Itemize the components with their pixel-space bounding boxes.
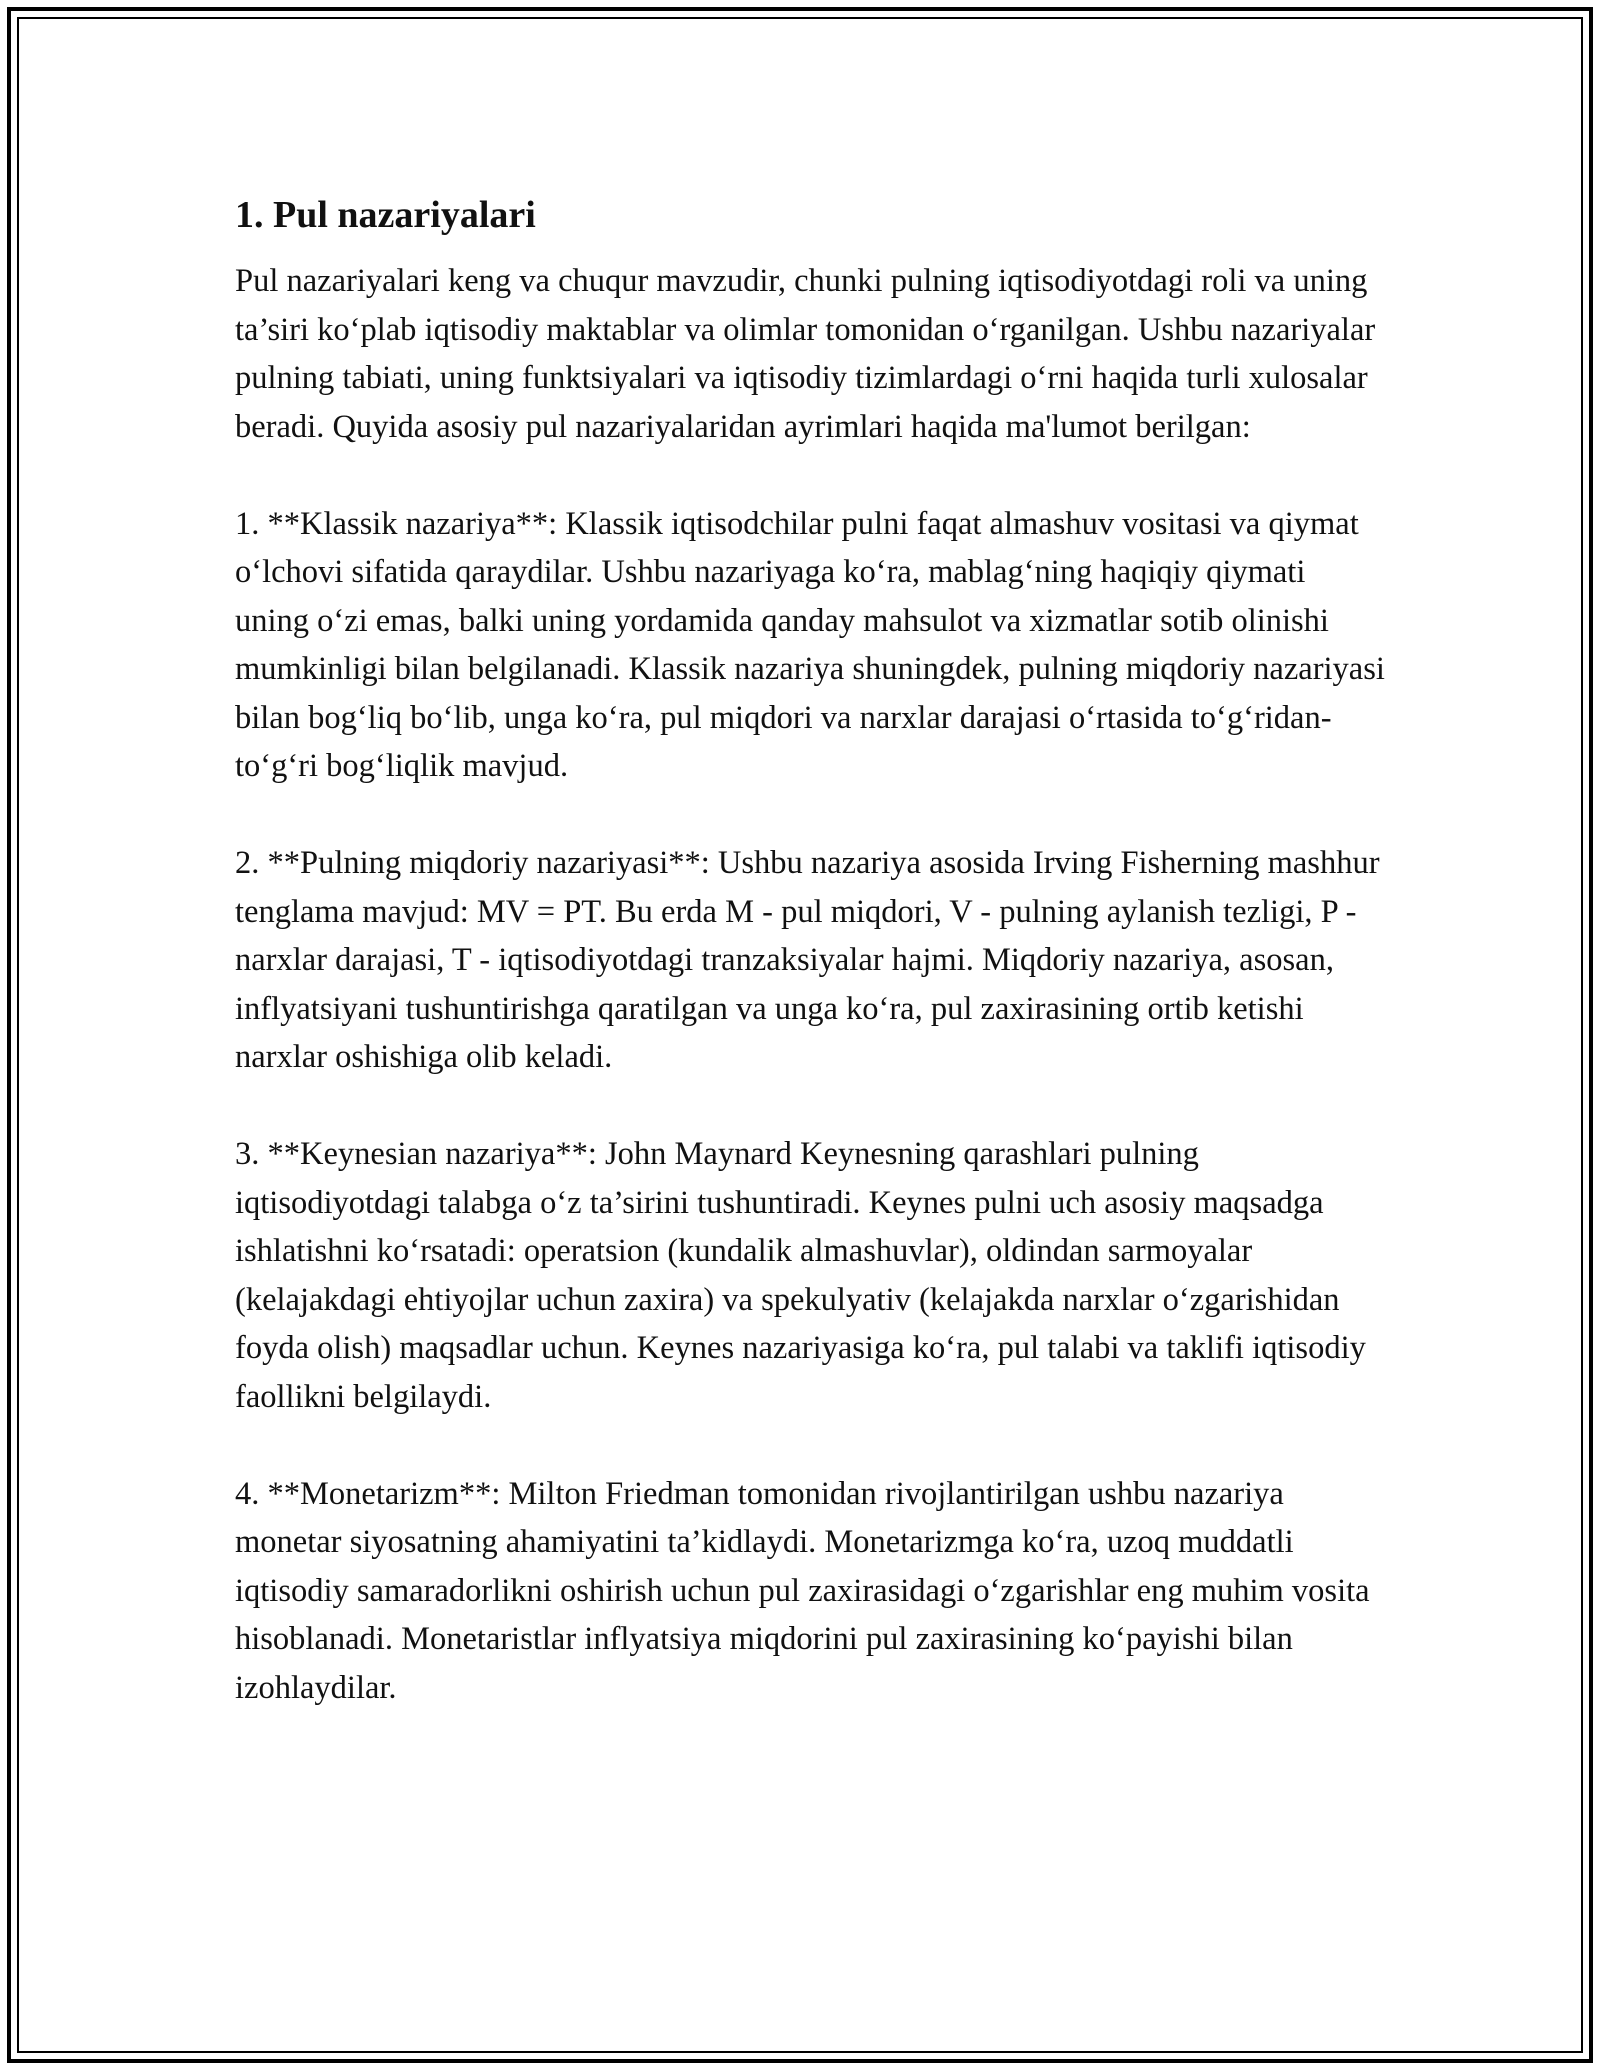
paragraph-classical-theory: 1. **Klassik nazariya**: Klassik iqtisodchilar pulni faqat almashuv vositasi va qiymat o‘lchovi sifatida qaraydilar. Ushbu nazariyaga ko‘ra, mablag‘ning haqiqiy qiymati uning o‘zi emas, balki uning yordamida qanday mahsulot va xizmatlar sotib olinishi mumkinligi bilan belgilanadi. Klassik nazariya shuningdek, pulning miqdoriy nazariyasi bilan bog‘liq bo‘lib, unga ko‘ra, pul miqdori va narxlar darajasi o‘rtasida to‘g‘ridan-to‘g‘ri bog‘liqlik mavjud. — [235, 505, 1385, 784]
paragraph-monetarism: 4. **Monetarizm**: Milton Friedman tomonidan rivojlantirilgan ushbu nazariya monetar siyosatning ahamiyatini ta’kidlaydi. Monetarizmga ko‘ra, uzoq muddatli iqtisodiy samaradorlikni oshirish uchun pul zaxirasidagi o‘zgarishlar eng muhim vosita hisoblanadi. Monetaristlar inflyatsiya miqdorini pul zaxirasining ko‘payishi bilan izohlaydilar. — [235, 1475, 1370, 1706]
paragraph-keynesian-theory: 3. **Keynesian nazariya**: John Maynard Keynesning qarashlari pulning iqtisodiyotdagi talabga o‘z ta’sirini tushuntiradi. Keynes pulni uch asosiy maqsadga ishlatishni ko‘rsatadi: operatsion (kundalik almashuvlar), oldindan sarmoyalar (kelajakdagi ehtiyojlar uchun zaxira) va spekulyativ (kelajakda narxlar o‘zgarishidan foyda olish) maqsadlar uchun. Keynes nazariyasiga ko‘ra, pul talabi va taklifi iqtisodiy faollikni belgilaydi. — [235, 1136, 1366, 1415]
paragraph-quantity-theory: 2. **Pulning miqdoriy nazariyasi**: Ushbu nazariya asosida Irving Fisherning mashhur tenglama mavjud: MV = PT. Bu erda M - pul miqdori, V - pulning aylanish tezligi, P - narxlar darajasi, T - iqtisodiyotdagi tranzaksiyalar hajmi. Miqdoriy nazariya, asosan, inflyatsiyani tushuntirishga qaratilgan va unga ko‘ra, pul zaxirasining ortib ketishi narxlar oshishiga olib keladi. — [235, 845, 1380, 1075]
page-title: 1. Pul nazariyalari — [235, 194, 536, 236]
intro-paragraph: Pul nazariyalari keng va chuqur mavzudir, chunki pulning iqtisodiyotdagi roli va uning ta’siri ko‘plab iqtisodiy maktablar va olimlar tomonidan o‘rganilgan. Ushbu nazariyalar pulning tabiati, uning funktsiyalari va iqtisodiy tizimlardagi o‘rni haqida turli xulosalar beradi. Quyida asosiy pul nazariyalaridan ayrimlari haqida ma'lumot berilgan: — [235, 263, 1376, 445]
document-body — [235, 185, 1385, 1761]
